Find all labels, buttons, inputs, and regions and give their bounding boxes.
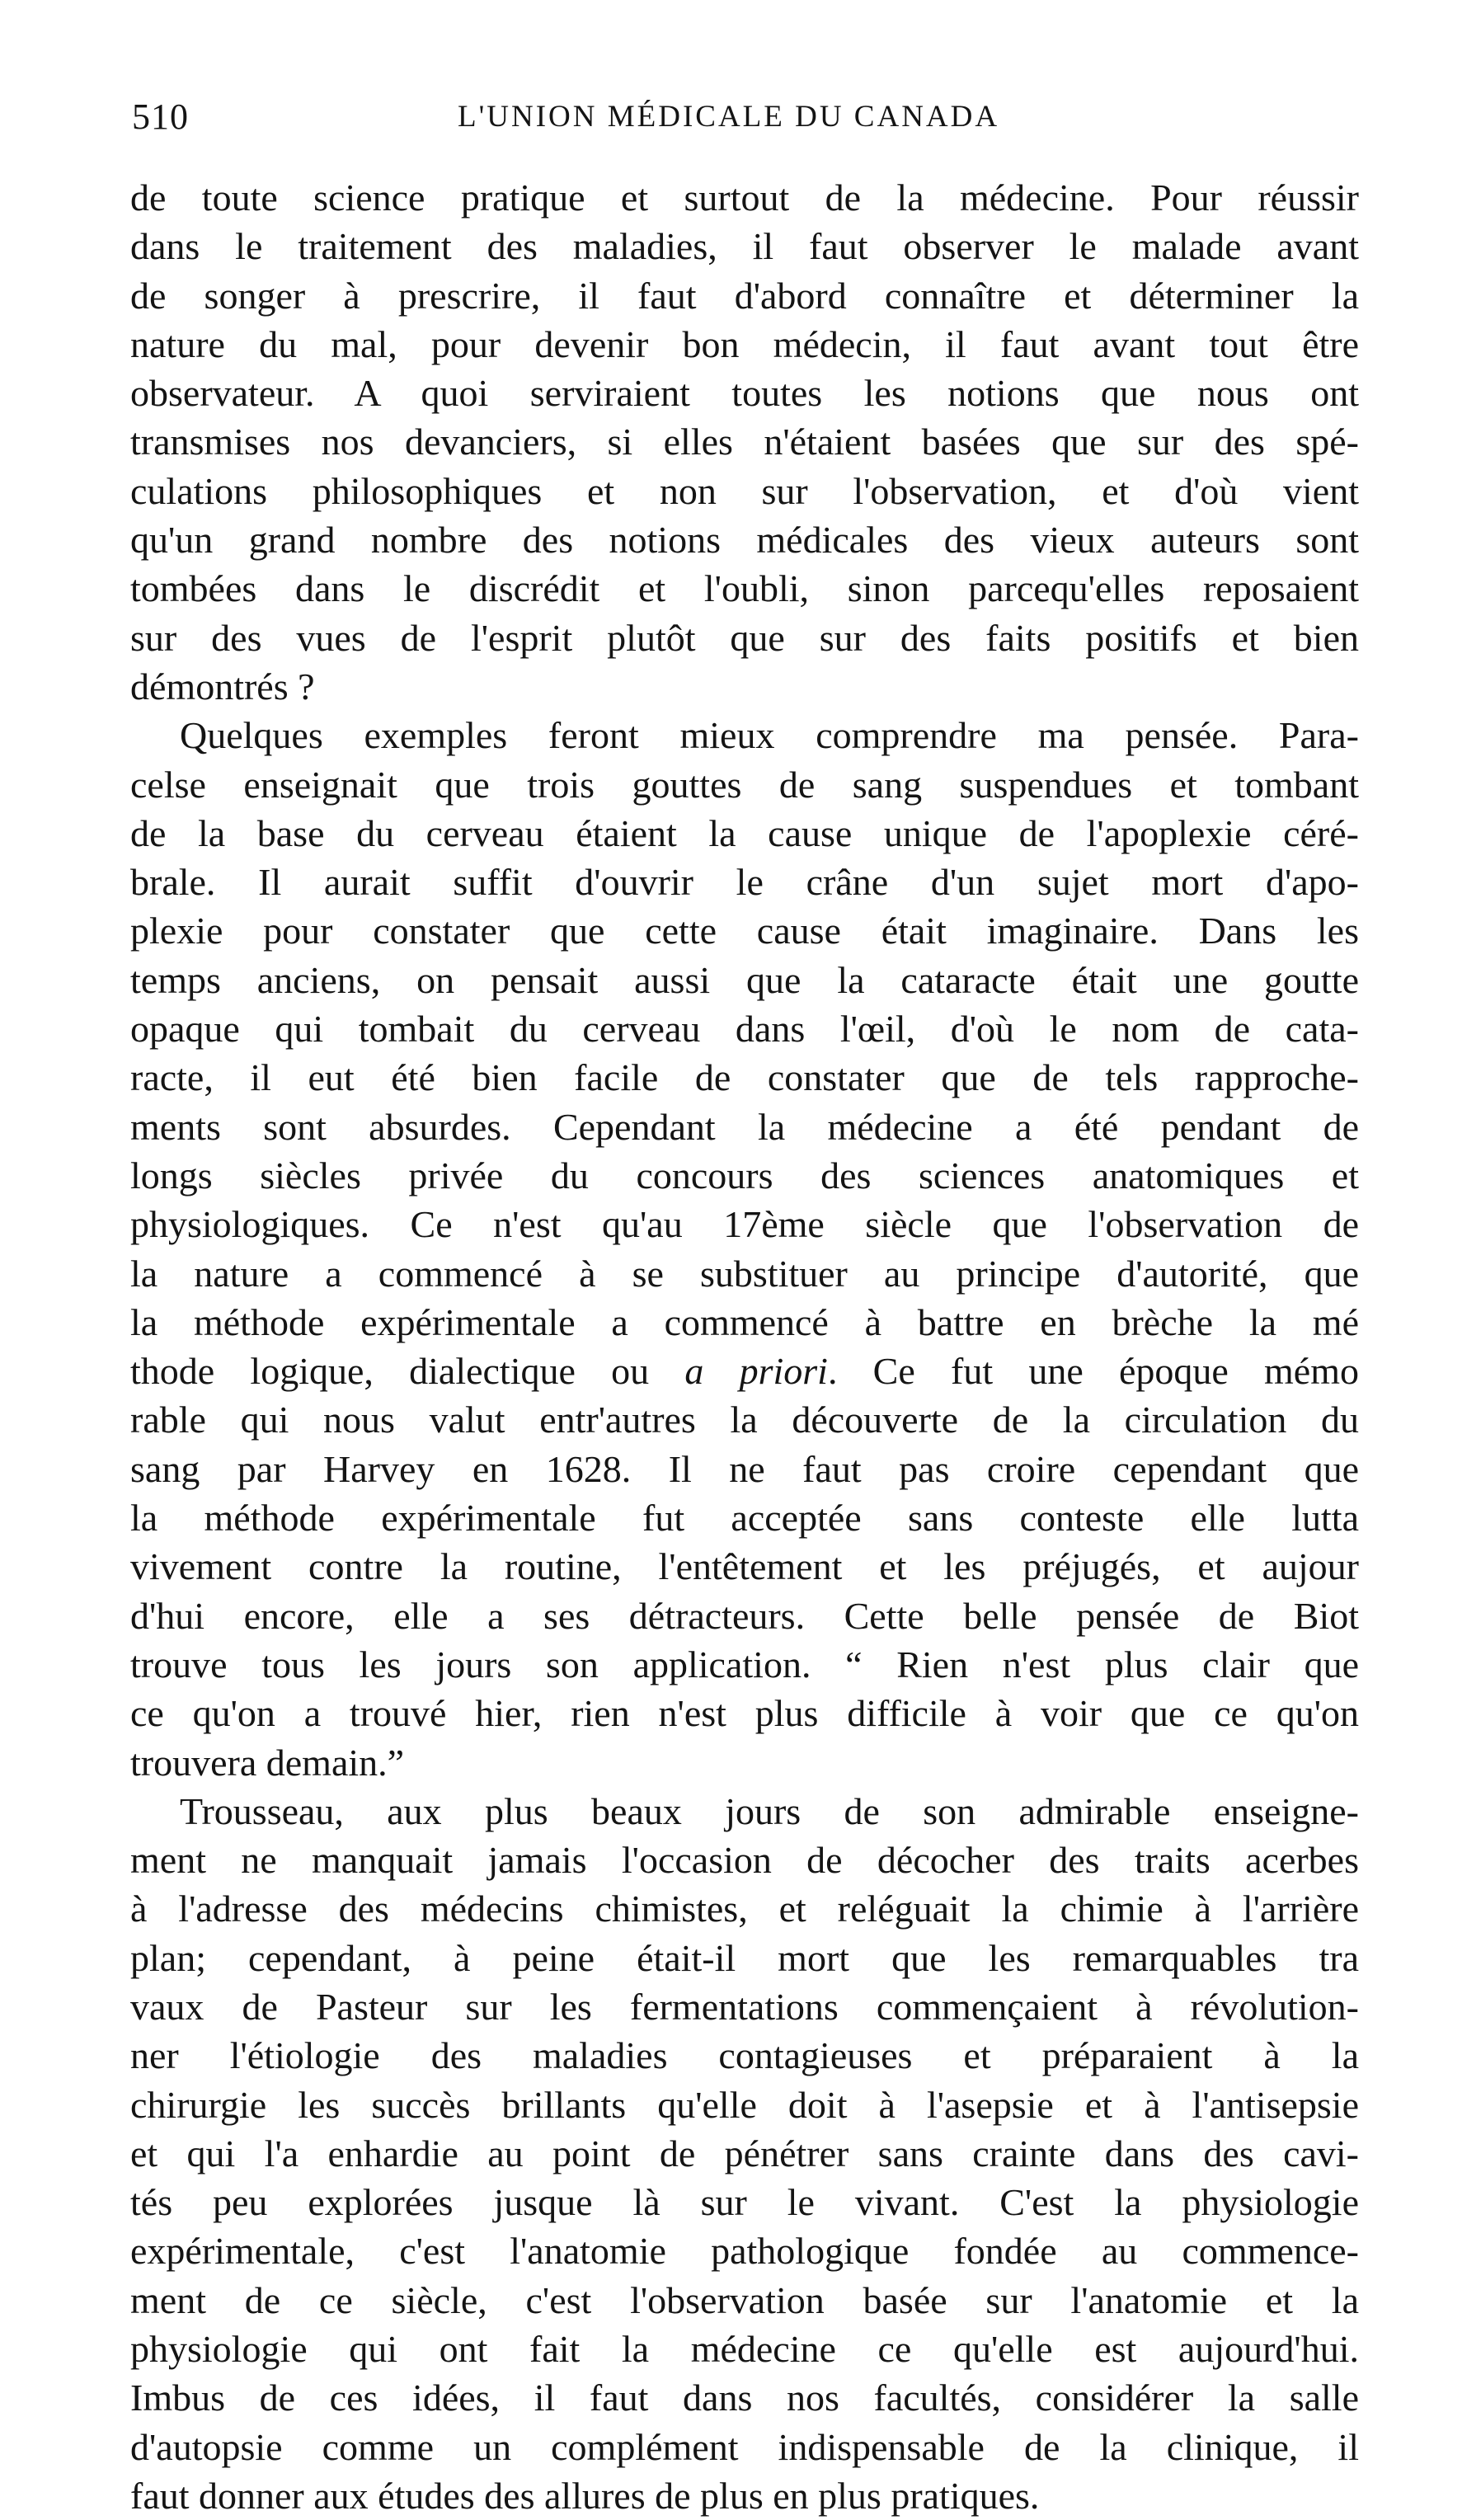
text-line: nature du mal, pour devenir bon médecin, il faut avant tout être xyxy=(130,322,1359,365)
text-line: la méthode expérimentale a commencé à battre en brèche la mé xyxy=(130,1300,1359,1343)
text-line: ments sont absurdes. Cependant la médecine a été pendant de xyxy=(130,1105,1359,1148)
text-line: sang par Harvey en 1628. Il ne faut pas croire cependant que xyxy=(130,1447,1359,1490)
paragraph-end-line: faut donner aux études des allures de plus en plus pratiques. xyxy=(130,2474,1040,2517)
text-line: celse enseignait que trois gouttes de sang suspendues et tombant xyxy=(130,763,1359,806)
text-line: plexie pour constater que cette cause était imaginaire. Dans les xyxy=(130,910,1359,952)
text-line: tombées dans le discrédit et l'oubli, sinon parcequ'elles reposaient xyxy=(130,567,1359,610)
text-line: thode logique, dialectique ou a priori. Ce fut une époque mémo xyxy=(130,1350,1359,1393)
running-head xyxy=(132,92,1352,142)
text-line: racte, il eut été bien facile de constater que de tels rapproche- xyxy=(130,1056,1359,1099)
text-line: rable qui nous valut entr'autres la découverte de la circulation du xyxy=(130,1399,1359,1441)
text-line: qu'un grand nombre des notions médicales des vieux auteurs sont xyxy=(130,519,1359,562)
text-line: trouve tous les jours son application. “ Rien n'est plus clair que xyxy=(130,1643,1359,1685)
text-line: de la base du cerveau étaient la cause unique de l'apoplexie céré- xyxy=(130,811,1359,854)
text-line: vaux de Pasteur sur les fermentations commençaient à révolution- xyxy=(130,1985,1359,2028)
text-line: et qui l'a enhardie au point de pénétrer sans crainte dans des cavi- xyxy=(130,2132,1359,2174)
paragraph-start-line: Trousseau, aux plus beaux jours de son admirable enseigne- xyxy=(180,1789,1359,1832)
text-line: la nature a commencé à se substituer au principe d'autorité, que xyxy=(130,1252,1359,1295)
text-line: de toute science pratique et surtout de la médecine. Pour réussir xyxy=(130,176,1359,219)
text-line: observateur. A quoi serviraient toutes les notions que nous ont xyxy=(130,372,1359,415)
body-text xyxy=(130,173,1359,2520)
text-line: d'hui encore, elle a ses détracteurs. Cette belle pensée de Biot xyxy=(130,1594,1359,1637)
text-line: ner l'étiologie des maladies contagieuses et préparaient à la xyxy=(130,2034,1359,2077)
text-line: longs siècles privée du concours des sciences anatomiques et xyxy=(130,1154,1359,1197)
text-line: tés peu explorées jusque là sur le vivant. C'est la physiologie xyxy=(130,2181,1359,2224)
text-line: de songer à prescrire, il faut d'abord connaître et déterminer la xyxy=(130,274,1359,317)
text-line: la méthode expérimentale fut acceptée sans conteste elle lutta xyxy=(130,1497,1359,1540)
text-line: ment de ce siècle, c'est l'observation basée sur l'anatomie et la xyxy=(130,2278,1359,2321)
text-line: Imbus de ces idées, il faut dans nos facultés, considérer la salle xyxy=(130,2377,1359,2419)
text-line: expérimentale, c'est l'anatomie pathologique fondée au commence- xyxy=(130,2230,1359,2273)
text-line: brale. Il aurait suffit d'ouvrir le crâne d'un sujet mort d'apo- xyxy=(130,861,1359,904)
journal-title: L'UNION MÉDICALE DU CANADA xyxy=(458,100,1000,134)
text-line: à l'adresse des médecins chimistes, et reléguait la chimie à l'arrière xyxy=(130,1888,1359,1930)
text-line: d'autopsie comme un complément indispensable de la clinique, il xyxy=(130,2425,1359,2468)
page-number: 510 xyxy=(132,96,189,137)
text-line: opaque qui tombait du cerveau dans l'œil, d'où le nom de cata- xyxy=(130,1008,1359,1051)
paragraph-start-line: Quelques exemples feront mieux comprendre ma pensée. Para- xyxy=(180,714,1359,757)
text-line: culations philosophiques et non sur l'observation, et d'où vient xyxy=(130,469,1359,512)
text-line: plan; cependant, à peine était-il mort que les remarquables tra xyxy=(130,1936,1359,1979)
text-line: physiologie qui ont fait la médecine ce qu'elle est aujourd'hui. xyxy=(130,2328,1359,2371)
paragraph-end-line: démontrés ? xyxy=(130,665,315,708)
text-line: transmises nos devanciers, si elles n'étaient basées que sur des spé- xyxy=(130,421,1359,463)
text-line: ce qu'on a trouvé hier, rien n'est plus difficile à voir que ce qu'on xyxy=(130,1692,1359,1735)
text-line: vivement contre la routine, l'entêtement et les préjugés, et aujour xyxy=(130,1545,1359,1588)
text-line: dans le traitement des maladies, il faut observer le malade avant xyxy=(130,225,1359,268)
text-line: chirurgie les succès brillants qu'elle doit à l'asepsie et à l'antisepsie xyxy=(130,2083,1359,2126)
text-line: ment ne manquait jamais l'occasion de décocher des traits acerbes xyxy=(130,1839,1359,1882)
paragraph-end-line: trouvera demain.” xyxy=(130,1741,405,1784)
text-line: physiologiques. Ce n'est qu'au 17ème siècle que l'observation de xyxy=(130,1203,1359,1246)
text-line: sur des vues de l'esprit plutôt que sur des faits positifs et bien xyxy=(130,616,1359,659)
text-line: temps anciens, on pensait aussi que la cataracte était une goutte xyxy=(130,958,1359,1001)
